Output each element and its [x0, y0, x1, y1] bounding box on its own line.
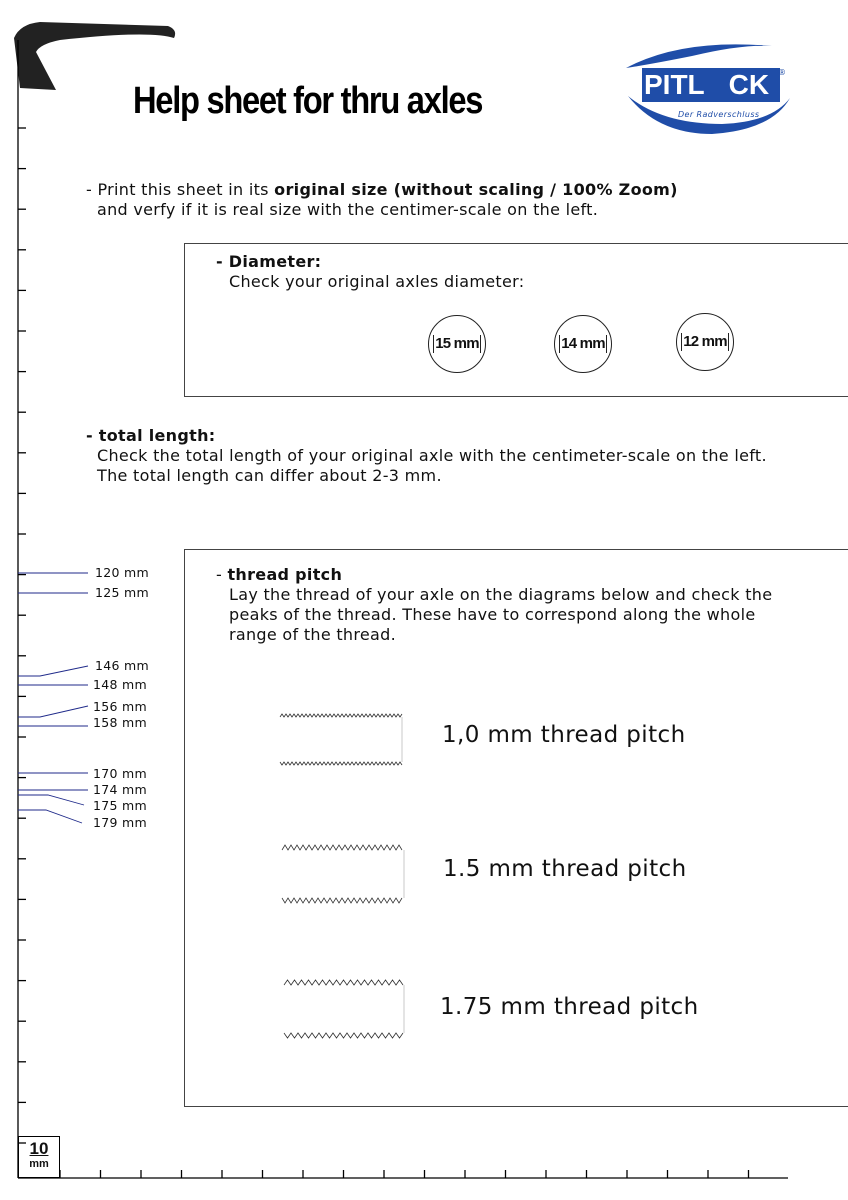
intro-text — [86, 180, 678, 220]
thread-pitch-line1: Lay the thread of your axle on the diagrams below and check the — [229, 585, 773, 604]
diameter-label-14: 14 mm — [561, 335, 605, 352]
length-mark-174: 174 mm — [93, 782, 147, 797]
scale-reference-box — [18, 1136, 60, 1178]
diameter-label-15: 15 mm — [435, 335, 479, 352]
thread-pitch-text — [216, 565, 772, 645]
length-mark-148: 148 mm — [93, 677, 147, 692]
pitch-label-1-5: 1.5 mm thread pitch — [443, 856, 687, 882]
diameter-circle-14 — [554, 315, 612, 373]
diameter-instruction: Check your original axles diameter: — [229, 272, 525, 291]
length-mark-170: 170 mm — [93, 766, 147, 781]
intro-line2: and verfy if it is real size with the centimer-scale on the left. — [97, 200, 599, 219]
thread-pitch-heading-prefix: - — [216, 565, 228, 584]
intro-line1-prefix: - Print this sheet in its — [86, 180, 275, 199]
intro-line1-bold: original size (without scaling / 100% Zoom) — [274, 180, 678, 199]
length-mark-120: 120 mm — [95, 565, 149, 580]
logo-brand-left: PITL — [644, 69, 705, 100]
total-length-line2: The total length can differ about 2-3 mm. — [97, 466, 442, 485]
length-mark-156: 156 mm — [93, 699, 147, 714]
page-title: Help sheet for thru axles — [133, 80, 483, 122]
length-mark-158: 158 mm — [93, 715, 147, 730]
scale-unit: mm — [29, 1158, 49, 1170]
diameter-circle-15 — [428, 315, 486, 373]
length-mark-125: 125 mm — [95, 585, 149, 600]
pitlock-logo — [622, 38, 794, 138]
diameter-text — [216, 252, 524, 292]
total-length-line1: Check the total length of your original axle with the centimeter-scale on the left. — [97, 446, 767, 465]
logo-tagline: Der Radverschluss — [678, 110, 760, 119]
length-mark-179: 179 mm — [93, 815, 147, 830]
total-length-heading: - total length: — [86, 426, 216, 445]
thread-pitch-line2: peaks of the thread. These have to correspond along the whole — [229, 605, 756, 624]
mark-line-175 — [18, 795, 84, 805]
pitch-label-1-0: 1,0 mm thread pitch — [442, 722, 686, 748]
mark-line-179 — [18, 810, 82, 823]
total-length-text — [86, 426, 767, 486]
logo-brand-right: CK — [728, 69, 770, 100]
diameter-heading: - Diameter: — [216, 252, 322, 271]
mark-line-146 — [18, 666, 88, 676]
thread-pitch-line3: range of the thread. — [229, 625, 396, 644]
length-mark-146: 146 mm — [95, 658, 149, 673]
logo-registered: ® — [778, 68, 786, 77]
scale-number: 10 — [29, 1139, 49, 1158]
mark-line-156 — [18, 706, 88, 717]
diameter-circle-12 — [676, 313, 734, 371]
thread-pitch-heading: thread pitch — [227, 565, 343, 584]
length-mark-175: 175 mm — [93, 798, 147, 813]
diameter-label-12: 12 mm — [683, 333, 727, 350]
pitch-label-1-75: 1.75 mm thread pitch — [440, 994, 699, 1020]
